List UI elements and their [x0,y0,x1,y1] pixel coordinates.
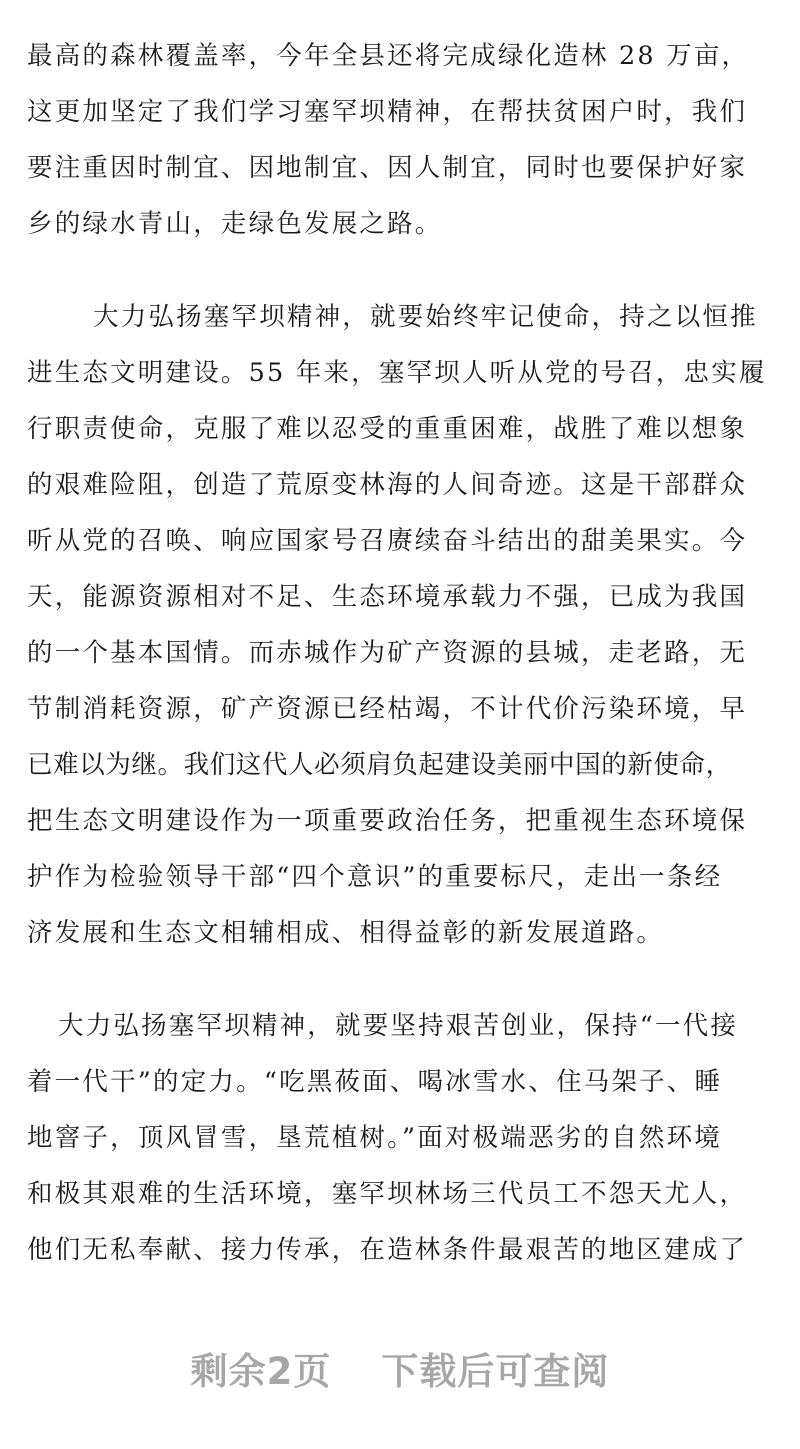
text-line: 大力弘扬塞罕坝精神，就要始终牢记使命，持之以恒推 [93,302,758,332]
text-line: 把生态文明建设作为一项重要政治任务，把重视生态环境保 [27,806,748,836]
text-line: 和极其艰难的生活环境，塞罕坝林场三代员工不怨天尤人， [27,1179,748,1209]
text-line: 节制消耗资源，矿产资源已经枯竭，不计代价污染环境，早 [27,694,748,724]
text-line: 这更加坚定了我们学习塞罕坝精神，在帮扶贫困户时，我们 [27,97,748,127]
text-line: 天，能源资源相对不足、生态环境承载力不强，已成为我国 [27,582,748,612]
text-line: 行职责使命，克服了难以忍受的重重困难，战胜了难以想象 [27,414,748,444]
remaining-pages-banner[interactable] [0,1344,800,1400]
text-line: 最高的森林覆盖率，今年全县还将完成绿化造林 28 万亩， [27,41,750,71]
text-line: 已难以为继。我们这代人必须肩负起建设美丽中国的新使命， [27,750,732,780]
text-line: 的艰难险阻，创造了荒原变林海的人间奇迹。这是干部群众 [27,470,748,500]
text-line: 护作为检验领导干部“四个意识”的重要标尺，走出一条经 [27,862,723,892]
text-line: 地窨子，顶风冒雪，垦荒植树。”面对极端恶劣的自然环境 [27,1123,722,1153]
text-line: 进生态文明建设。55 年来，塞罕坝人听从党的号召，忠实履 [27,358,767,388]
text-line: 的一个基本国情。而赤城作为矿产资源的县城，走老路，无 [27,638,748,668]
text-line: 乡的绿水青山，走绿色发展之路。 [27,209,443,239]
text-line: 听从党的召唤、响应国家号召赓续奋斗结出的甜美果实。今 [27,526,748,556]
text-line: 着一代干”的定力。“吃黑莜面、喝冰雪水、住马架子、睡 [27,1067,723,1097]
text-line: 他们无私奉献、接力传承，在造林条件最艰苦的地区建成了 [27,1235,748,1265]
text-line: 要注重因时制宜、因地制宜、因人制宜，同时也要保护好家 [27,153,748,183]
text-line: 大力弘扬塞罕坝精神，就要坚持艰苦创业，保持“一代接 [58,1011,739,1041]
text-line: 济发展和生态文相辅相成、相得益彰的新发展道路。 [27,918,665,948]
remaining-pages-label: 剩余2页 [190,1350,332,1393]
download-to-view-link[interactable]: 下载后可查阅 [381,1350,610,1393]
